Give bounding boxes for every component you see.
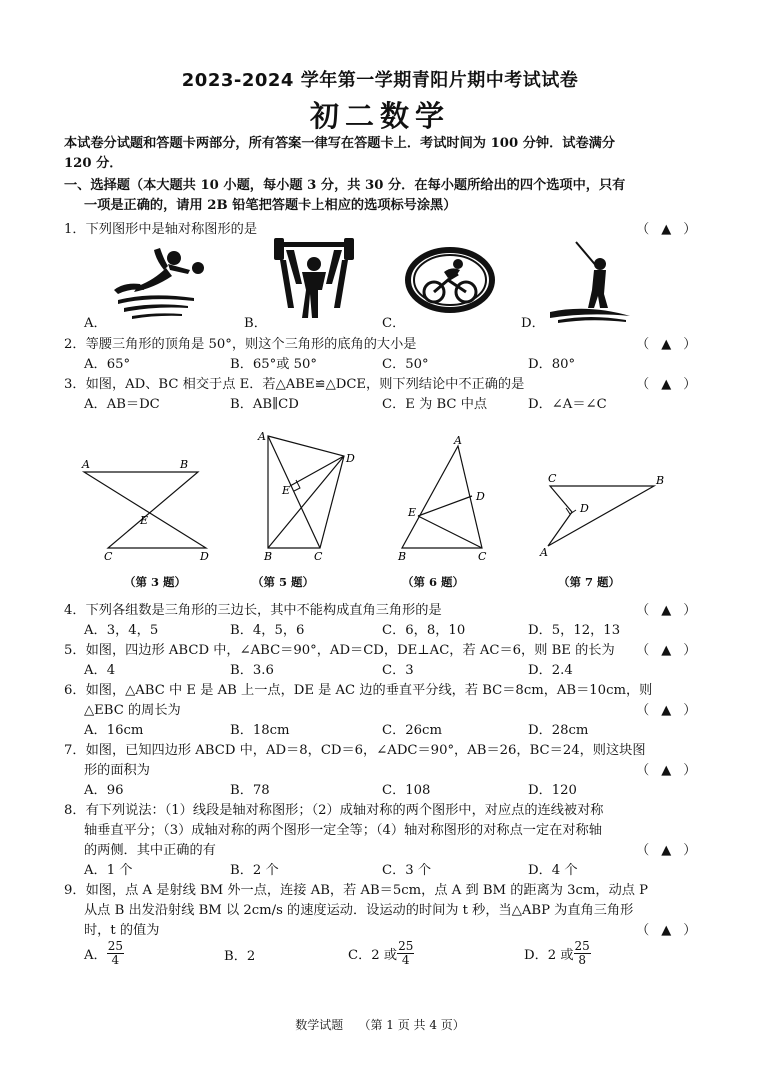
intro-line-2: 120 分． — [64, 156, 123, 171]
q9-option-a[interactable]: A． $\frac{25}{4}$ — [84, 939, 123, 967]
q8-option-b[interactable]: B．2 个 — [230, 863, 279, 878]
q5-stem: 5．如图，四边形 ABCD 中，∠ABC＝90°，AD＝CD，DE⊥AC，若 AC＝6，则 BE 的长为 — [64, 643, 615, 658]
q7-option-b[interactable]: B．78 — [230, 783, 270, 798]
q7-stem-line-1: 7．如图，已知四边形 ABCD 中，AD＝8，CD＝6，∠ADC＝90°，AB＝26，BC＝24，则这块图 — [64, 743, 646, 758]
section-heading-line-2: 一项是正确的，请用 2B 铅笔把答题卡上相应的选项标号涂黑） — [84, 198, 457, 213]
fig7-label-d: D — [580, 502, 589, 515]
fig7-label-c: C — [548, 472, 557, 485]
q9-stem-line-3: 时，t 的值为 — [84, 923, 160, 938]
figure-q3 — [78, 456, 218, 563]
q7-option-c[interactable]: C．108 — [382, 783, 431, 798]
q4-option-c[interactable]: C．6，8，10 — [382, 623, 466, 638]
answer-blank[interactable]: （ ▲ ） — [636, 337, 697, 352]
footer-subject: 数学试题 — [295, 1018, 344, 1032]
answer-blank[interactable]: （ ▲ ） — [636, 703, 697, 718]
q8-option-a[interactable]: A．1 个 — [84, 863, 133, 878]
fig7-label-b: B — [656, 474, 665, 487]
fig7-label-a: A — [540, 546, 548, 559]
fig5-label-c: C — [314, 550, 323, 563]
answer-blank[interactable]: （ ▲ ） — [636, 923, 697, 938]
subject-title: 初二数学 — [309, 99, 450, 133]
answer-blank[interactable]: （ ▲ ） — [636, 643, 697, 658]
figure-q6 — [394, 436, 494, 562]
answer-blank[interactable]: （ ▲ ） — [636, 843, 697, 858]
q8-stem-line-1: 8．有下列说法：（1）线段是轴对称图形；（2）成轴对称的两个图形中，对应点的连线被对称 — [64, 803, 604, 818]
volleyball-player-figure — [110, 240, 210, 320]
fig6-caption: （第 6 题） — [402, 575, 465, 589]
answer-blank[interactable]: （ ▲ ） — [636, 763, 697, 778]
fig5-caption: （第 5 题） — [252, 575, 315, 589]
q2-option-d[interactable]: D．80° — [528, 357, 576, 372]
fig3-label-b: B — [180, 458, 189, 471]
q1-option-c[interactable]: C． — [382, 316, 406, 331]
q8-option-c[interactable]: C．3 个 — [382, 863, 432, 878]
q5-option-c[interactable]: C．3 — [382, 663, 414, 678]
fig5-label-e: E — [282, 484, 291, 497]
q3-option-b[interactable]: B．AB∥CD — [230, 397, 299, 412]
figure-q7 — [536, 470, 666, 560]
q8-stem-line-3: 的两侧．其中正确的有 — [84, 843, 216, 858]
q8-option-d[interactable]: D．4 个 — [528, 863, 578, 878]
q9-option-d[interactable]: D．2 或 $\frac{25}{8}$ — [524, 939, 590, 967]
fig6-label-e: E — [408, 506, 417, 519]
q1-option-d[interactable]: D． — [521, 316, 545, 331]
q9-stem-line-2: 从点 B 出发沿射线 BM 以 2cm/s 的速度运动．设运动的时间为 t 秒，当△ABP 为直角三角形 — [84, 903, 634, 918]
q4-stem: 4．下列各组数是三角形的三边长，其中不能构成直角三角形的是 — [64, 603, 442, 618]
q1-stem: 1．下列图形中是轴对称图形的是 — [64, 222, 258, 237]
answer-blank[interactable]: （ ▲ ） — [636, 222, 697, 237]
q2-option-b[interactable]: B．65°或 50° — [230, 357, 318, 372]
q9-stem-line-1: 9．如图，点 A 是射线 BM 外一点，连接 AB，若 AB＝5cm，点 A 到 BM 的距离为 3cm，动点 P — [64, 883, 649, 898]
q4-option-a[interactable]: A．3，4，5 — [84, 623, 159, 638]
q3-option-a[interactable]: A．AB＝DC — [84, 397, 160, 412]
golfer-figure — [548, 238, 632, 324]
answer-blank[interactable]: （ ▲ ） — [636, 377, 697, 392]
q7-option-d[interactable]: D．120 — [528, 783, 577, 798]
q7-stem-line-2: 形的面积为 — [84, 763, 150, 778]
fig5-label-d: D — [346, 452, 355, 465]
fig3-caption: （第 3 题） — [124, 575, 187, 589]
q2-option-c[interactable]: C．50° — [382, 357, 429, 372]
q8-stem-line-2: 轴垂直平分；（3）成轴对称的两个图形一定全等；（4）轴对称图形的对称点一定在对称轴 — [84, 823, 602, 838]
q2-stem: 2．等腰三角形的顶角是 50°，则这个三角形的底角的大小是 — [64, 337, 417, 352]
page-footer — [0, 1016, 760, 1033]
q6-option-c[interactable]: C．26cm — [382, 723, 442, 738]
q6-option-d[interactable]: D．28cm — [528, 723, 589, 738]
q5-option-a[interactable]: A．4 — [84, 663, 116, 678]
q4-option-b[interactable]: B．4，5，6 — [230, 623, 305, 638]
figure-q5 — [256, 428, 366, 562]
fig5-label-a: A — [258, 430, 266, 443]
fig6-label-d: D — [476, 490, 485, 503]
q7-option-a[interactable]: A．96 — [84, 783, 124, 798]
q6-stem-line-2: △EBC 的周长为 — [84, 703, 181, 718]
q1-option-a[interactable]: A． — [84, 316, 107, 331]
weightlifter-figure — [272, 238, 356, 322]
cyclist-figure — [404, 244, 496, 316]
q4-option-d[interactable]: D．5，12，13 — [528, 623, 621, 638]
q6-option-a[interactable]: A．16cm — [84, 723, 144, 738]
fig3-label-c: C — [104, 550, 113, 563]
q2-option-a[interactable]: A．65° — [84, 357, 131, 372]
answer-blank[interactable]: （ ▲ ） — [636, 603, 697, 618]
q6-stem-line-1: 6．如图，△ABC 中 E 是 AB 上一点，DE 是 AC 边的垂直平分线，若 BC＝8cm，AB＝10cm，则 — [64, 683, 653, 698]
q1-option-b[interactable]: B． — [244, 316, 267, 331]
intro-line-1: 本试卷分试题和答题卡两部分，所有答案一律写在答题卡上．考试时间为 100 分钟．试卷满分 — [64, 136, 616, 151]
q9-option-c[interactable]: C．2 或 $\frac{25}{4}$ — [348, 939, 414, 967]
fig6-label-b: B — [398, 550, 407, 563]
fig5-label-b: B — [264, 550, 273, 563]
exam-title: 2023-2024 学年第一学期青阳片期中考试试卷 — [181, 70, 579, 91]
fig3-label-d: D — [200, 550, 209, 563]
fig7-caption: （第 7 题） — [558, 575, 621, 589]
q9-option-b[interactable]: B．2 — [224, 949, 256, 964]
q6-option-b[interactable]: B．18cm — [230, 723, 290, 738]
section-heading-line-1: 一、选择题（本大题共 10 小题，每小题 3 分，共 30 分．在每小题所给出的四个选项中，只有 — [64, 178, 626, 193]
fig6-label-c: C — [478, 550, 487, 563]
q3-option-d[interactable]: D．∠A＝∠C — [528, 397, 607, 412]
q3-option-c[interactable]: C．E 为 BC 中点 — [382, 397, 488, 412]
q5-option-d[interactable]: D．2.4 — [528, 663, 573, 678]
footer-page-number: （第 1 页 共 4 页） — [358, 1018, 465, 1032]
fig3-label-a: A — [82, 458, 90, 471]
fig3-label-e: E — [140, 514, 149, 527]
fig6-label-a: A — [454, 434, 462, 447]
q5-option-b[interactable]: B．3.6 — [230, 663, 274, 678]
q3-stem: 3．如图，AD、BC 相交于点 E．若△ABE≌△DCE，则下列结论中不正确的是 — [64, 377, 525, 392]
